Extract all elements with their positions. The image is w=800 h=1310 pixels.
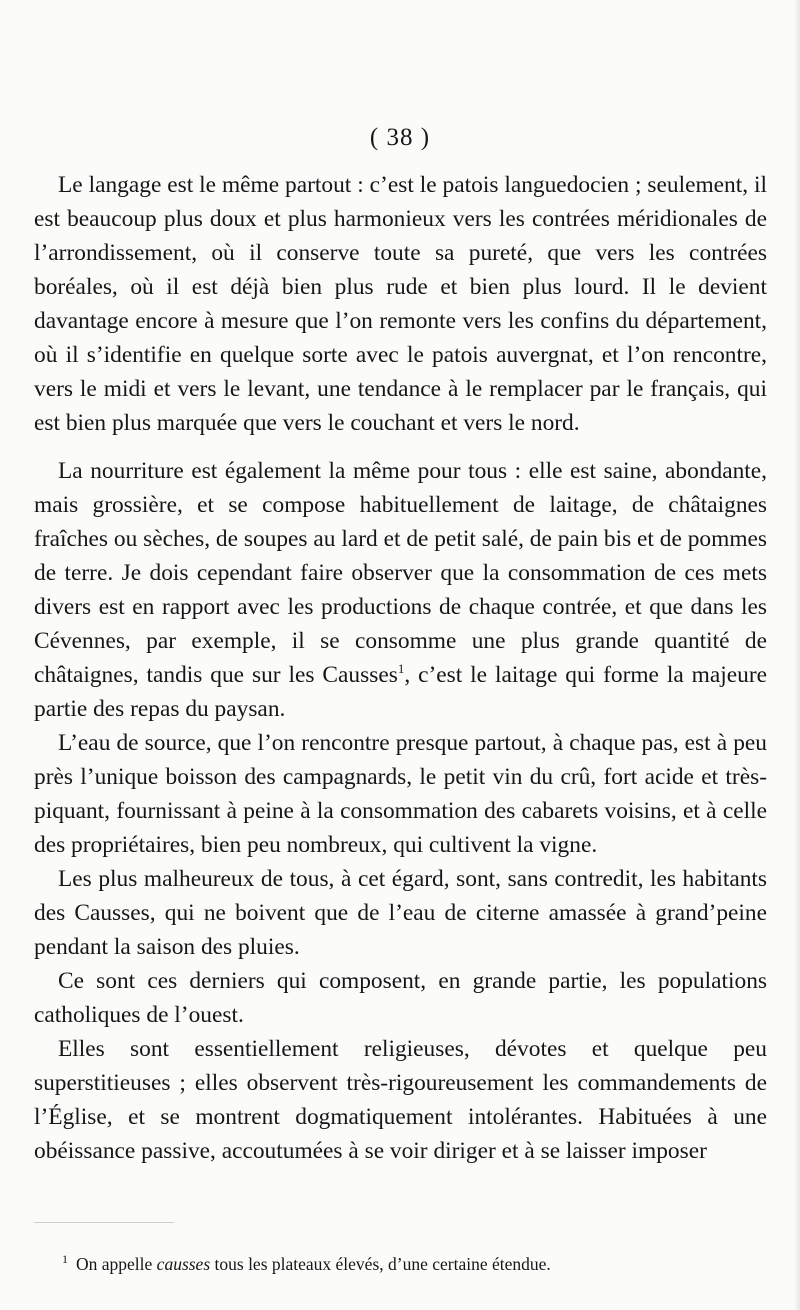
footnote <box>62 1252 762 1276</box>
paragraph-text: La nourriture est également la même pour tous : elle est saine, abondante, mais grossière, et se compose habituellement de laitage, de châtaignes fraîches ou sèches, de soupes au lard et de petit salé, de pain bis et de pommes de terre. Je dois cependant faire observer que la consommation de ces mets divers est en rapport avec les productions de chaque contrée, et que dans les Cévennes, par exemple, il se consomme une plus grande quantité de châtaignes, tandis que sur les Causses <box>34 458 767 688</box>
paragraph: Ce sont ces derniers qui composent, en grande partie, les populations catholiques de l’ouest. <box>34 968 767 1028</box>
footnote-marker: 1 <box>62 1252 68 1267</box>
page-edge-shadow <box>794 0 800 1310</box>
paragraph: L’eau de source, que l’on rencontre presque partout, à chaque pas, est à peu près l’unique boisson des campagnards, le petit vin du crû, fort acide et très-piquant, fournissant à peine à la consommation des cabarets voisins, et à celle des propriétaires, bien peu nombreux, qui cultivent la vigne. <box>34 730 767 858</box>
paragraph-text: c’est le laitage qui forme la majeure partie des repas du paysan. <box>34 662 767 722</box>
footnote-text-after: tous les plateaux élevés, d’une certaine étendue. <box>210 1254 551 1274</box>
footnote-italic-term: causses <box>156 1254 211 1274</box>
paragraph: La nourriture est également la même pour tous : elle est saine, abondante, mais grossière, et se compose habituellement de laitage, de châtaignes fraîches ou sèches, de soupes au lard et de petit salé, de pain bis et de pommes de terre. Je dois cependant faire observer que la consommation de ces mets divers est en rapport avec les productions de chaque contrée, et que dans les Cévennes, par exemple, il se consomme une plus grande quantité de châtaignes, tandis que sur les Causses$^1$, c’est le laitage qui forme la majeure partie des repas du paysan. <box>34 458 767 722</box>
paragraph: Les plus malheureux de tous, à cet égard, sont, sans contredit, les habitants des Causses, qui ne boivent que de l’eau de citerne amassée à grand’peine pendant la saison des pluies. <box>34 866 767 960</box>
paragraph: Elles sont essentiellement religieuses, dévotes et quelque peu superstitieuses ; elles observent très-rigoureusement les commandements de l’Église, et se montrent dogmatiquement intolérantes. Habituées à une obéissance passive, accoutumées à se voir diriger et à se laisser imposer <box>34 1036 767 1164</box>
body-text <box>34 168 767 1168</box>
paragraph: Le langage est le même partout : c’est le patois languedocien ; seulement, il est beaucoup plus doux et plus harmonieux vers les contrées méridionales de l’arrondissement, où il conserve toute sa pureté, que vers les contrées boréales, où il est déjà bien plus rude et bien plus lourd. Il le devient davantage encore à mesure que l’on remonte vers les confins du département, où il s’identifie en quelque sorte avec le patois auvergnat, et l’on rencontre, vers le midi et vers le levant, une tendance à le remplacer par le français, qui est bien plus marquée que vers le couchant et vers le nord. <box>34 172 767 436</box>
footnote-text-before: On appelle <box>76 1254 157 1274</box>
footnote-reference: 1 <box>397 661 405 677</box>
page-number: ( 38 ) <box>369 124 431 151</box>
footnote-divider <box>34 1222 174 1223</box>
